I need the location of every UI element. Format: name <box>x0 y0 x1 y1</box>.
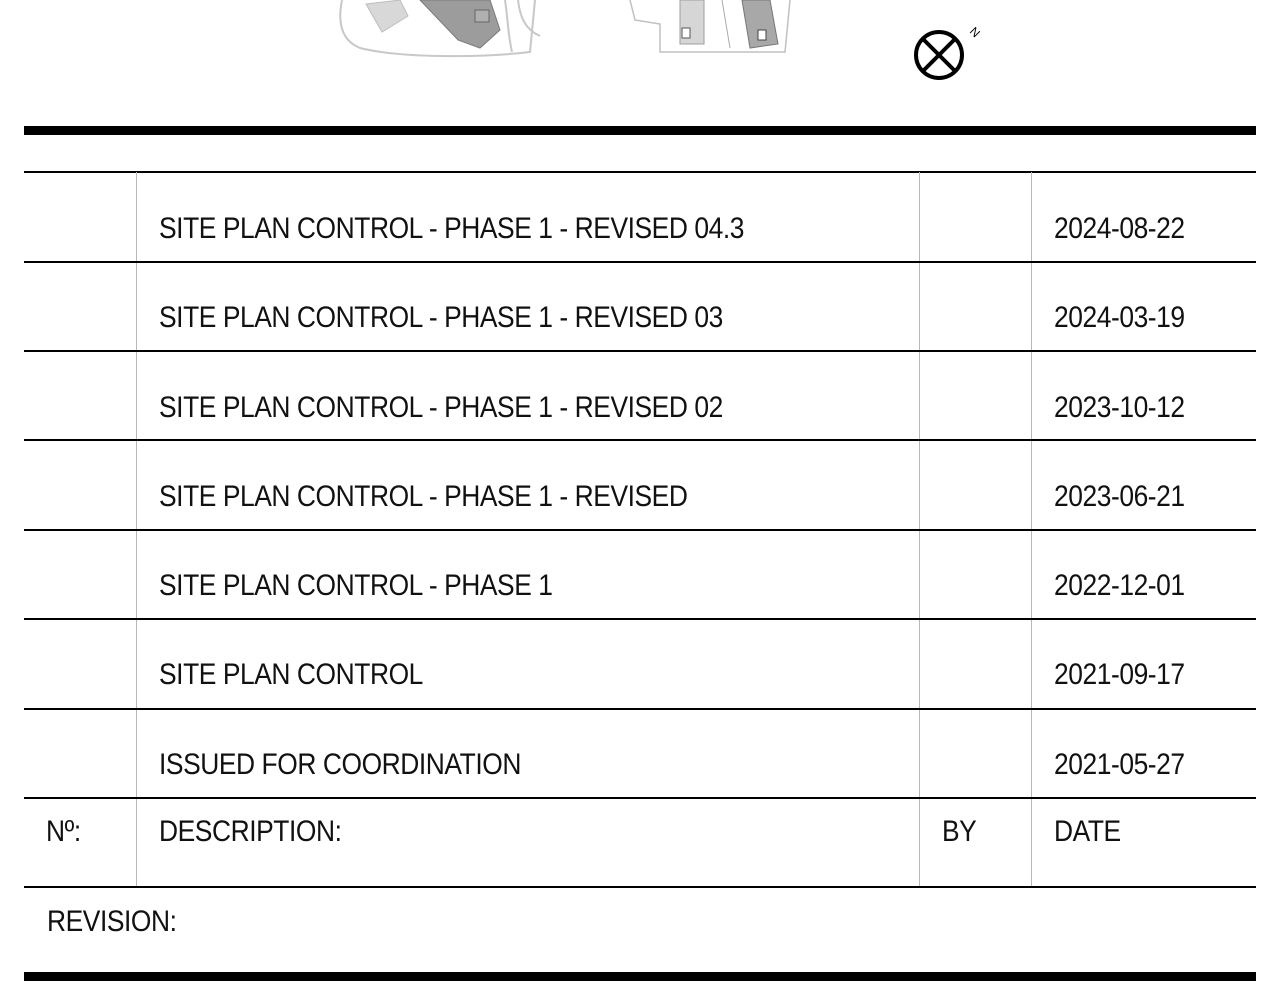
site-plan-thumbnail <box>330 0 810 60</box>
header-by: BY <box>942 815 977 848</box>
revision-block-title: REVISION: <box>47 905 177 938</box>
row-rule <box>24 708 1256 710</box>
revision-date: 2023-06-21 <box>1054 480 1185 513</box>
header-bottom-rule <box>24 886 1256 888</box>
revision-date: 2024-03-19 <box>1054 301 1185 334</box>
revision-description: SITE PLAN CONTROL - PHASE 1 - REVISED 03 <box>159 301 723 334</box>
bottom-thick-rule <box>24 972 1256 981</box>
revision-description: SITE PLAN CONTROL - PHASE 1 - REVISED 02 <box>159 391 723 424</box>
row-rule <box>24 261 1256 263</box>
revision-description: SITE PLAN CONTROL - PHASE 1 - REVISED <box>159 480 688 513</box>
header-top-rule <box>24 797 1256 799</box>
revision-description: SITE PLAN CONTROL <box>159 658 423 691</box>
row-rule <box>24 439 1256 441</box>
header-date: DATE <box>1054 815 1121 848</box>
header-no: Nº: <box>46 815 81 848</box>
header-description: DESCRIPTION: <box>159 815 342 848</box>
revision-date: 2022-12-01 <box>1054 569 1185 602</box>
revision-description: SITE PLAN CONTROL - PHASE 1 - REVISED 04.3 <box>159 212 744 245</box>
revision-date: 2023-10-12 <box>1054 391 1185 424</box>
top-thick-rule <box>24 126 1256 135</box>
row-rule <box>24 618 1256 620</box>
north-arrow-icon <box>908 24 983 86</box>
row-rule <box>24 529 1256 531</box>
revision-date: 2024-08-22 <box>1054 212 1185 245</box>
row-rule <box>24 350 1256 352</box>
north-label: N <box>966 24 983 41</box>
table-top-rule <box>24 171 1256 173</box>
revision-date: 2021-09-17 <box>1054 658 1185 691</box>
revision-description: ISSUED FOR COORDINATION <box>159 748 521 781</box>
revision-date: 2021-05-27 <box>1054 748 1185 781</box>
revision-description: SITE PLAN CONTROL - PHASE 1 <box>159 569 553 602</box>
